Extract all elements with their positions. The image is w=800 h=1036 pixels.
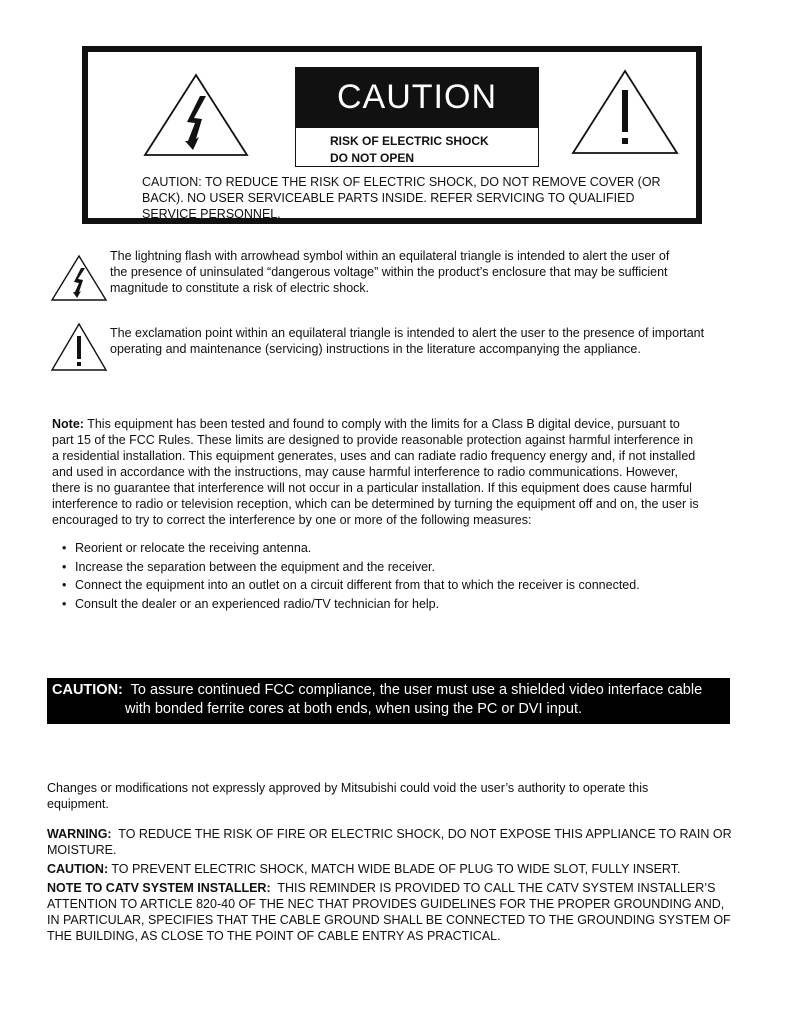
catv-note-line: ATTENTION TO ARTICLE 820-40 OF THE NEC THAT PROVIDES GUIDELINES FOR THE PROPER GROUNDING AND, <box>47 897 725 911</box>
catv-note-label: NOTE TO CATV SYSTEM INSTALLER: <box>47 881 271 895</box>
note-line: interference to radio or television reception, which can be determined by turning the equipment off and on, the user is <box>52 497 699 511</box>
note-label: Note: <box>52 417 84 431</box>
warning-text: TO REDUCE THE RISK OF FIRE OR ELECTRIC SHOCK, DO NOT EXPOSE THIS APPLIANCE TO RAIN OR <box>111 827 732 841</box>
note-line: equipment. <box>47 797 109 811</box>
description-line: operating and maintenance (servicing) instructions in the literature accompanying the appliance. <box>110 342 641 356</box>
fcc-compliance-note <box>52 416 752 528</box>
caution-text-continued: with bonded ferrite cores at both ends, when using the PC or DVI input. <box>125 701 583 717</box>
description-line: The exclamation point within an equilateral triangle is intended to alert the user to the presence of important <box>110 326 705 340</box>
note-text: This equipment has been tested and found to comply with the limits for a Class B digital device, pursuant to <box>83 417 680 431</box>
note-line: part 15 of the FCC Rules. These limits are designed to provide reasonable protection against harmful interference in <box>52 433 694 447</box>
list-item: • Connect the equipment into an outlet on a circuit different from that to which the receiver is connected. <box>62 576 640 595</box>
note-line: encouraged to try to correct the interference by one or more of the following measures: <box>52 513 532 527</box>
plug-caution-text: TO PREVENT ELECTRIC SHOCK, MATCH WIDE BLADE OF PLUG TO WIDE SLOT, FULLY INSERT. <box>108 862 681 876</box>
catv-note-text: THIS REMINDER IS PROVIDED TO CALL THE CATV SYSTEM INSTALLER’S <box>270 881 716 895</box>
warning-label: WARNING: <box>47 827 112 841</box>
note-first-line <box>52 416 752 432</box>
safety-warnings <box>47 826 767 944</box>
plug-caution-line <box>47 861 767 877</box>
exclamation-warning-icon <box>570 68 680 156</box>
warning-line <box>47 826 767 842</box>
cover-caution-text <box>142 174 682 222</box>
caution-line: BACK). NO USER SERVICEABLE PARTS INSIDE. REFER SERVICING TO QUALIFIED <box>142 191 635 205</box>
interference-measures-list <box>62 539 640 613</box>
risk-of-shock-label <box>295 127 539 167</box>
caution-text: To assure continued FCC compliance, the user must use a shielded video interface cable <box>122 682 703 698</box>
note-line: there is no guarantee that interference will not occur in a particular installation. If this equipment does cause harmful <box>52 481 692 495</box>
risk-line: RISK OF ELECTRIC SHOCK <box>330 134 489 148</box>
modifications-note <box>47 780 747 812</box>
description-line: magnitude to constitute a risk of electric shock. <box>110 281 370 295</box>
note-line: and used in accordance with the instructions, may cause harmful interference to radio communications. However, <box>52 465 679 479</box>
catv-note-line <box>47 880 767 896</box>
fcc-cable-caution <box>47 678 730 724</box>
description-line: the presence of uninsulated “dangerous voltage” within the product’s enclosure that may be sufficient <box>110 265 668 279</box>
list-item: • Reorient or relocate the receiving antenna. <box>62 539 640 558</box>
note-line: Changes or modifications not expressly approved by Mitsubishi could void the user’s authority to operate this <box>47 781 649 795</box>
lightning-symbol-icon <box>50 254 108 302</box>
caution-line: SERVICE PERSONNEL. <box>142 207 281 221</box>
list-item: • Increase the separation between the equipment and the receiver. <box>62 558 640 577</box>
caution-title: CAUTION <box>295 67 539 127</box>
caution-line: CAUTION: TO REDUCE THE RISK OF ELECTRIC SHOCK, DO NOT REMOVE COVER (OR <box>142 175 661 189</box>
lightning-warning-icon <box>142 72 250 158</box>
warning-line: MOISTURE. <box>47 843 117 857</box>
risk-line: DO NOT OPEN <box>330 151 415 165</box>
exclamation-symbol-icon <box>50 322 108 372</box>
plug-caution-label: CAUTION: <box>47 862 109 876</box>
note-line: a residential installation. This equipment generates, uses and can radiate radio frequency energy and, if not installed <box>52 449 696 463</box>
exclamation-symbol-description <box>110 325 760 357</box>
description-line: The lightning flash with arrowhead symbol within an equilateral triangle is intended to alert the user of <box>110 249 670 263</box>
catv-note-line: THE BUILDING, AS CLOSE TO THE POINT OF CABLE ENTRY AS PRACTICAL. <box>47 929 501 943</box>
list-item: • Consult the dealer or an experienced radio/TV technician for help. <box>62 595 640 614</box>
caution-label: CAUTION: <box>52 682 123 698</box>
lightning-symbol-description <box>110 248 750 296</box>
catv-note-line: IN PARTICULAR, SPECIFIES THAT THE CABLE GROUND SHALL BE CONNECTED TO THE GROUNDING SYSTEM OF <box>47 913 731 927</box>
